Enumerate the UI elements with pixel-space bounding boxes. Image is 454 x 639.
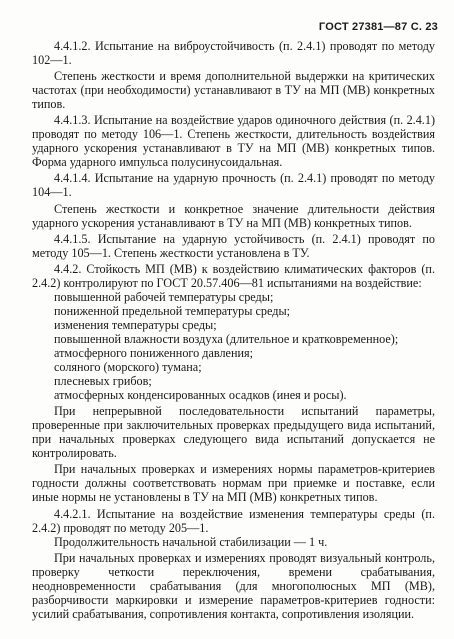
paragraph-initial-measurements: При начальных проверках и измерениях проводят визуальный контроль, проверку четкости переключения, времени срабатывания, неодновременности срабатывания (для многополюсных МП (МВ), разборчивости маркировки и измерение параметров-критериев годности: усилий срабатывания, сопротивления контакта, сопротивления изоляции. (32, 550, 435, 621)
paragraph-stabilization-duration: Продолжительность начальной стабилизации — 1 ч. (54, 534, 328, 549)
paragraph-severity-resonance: Степень жесткости и время дополнительной выдержки на критических частотах (при необходимости) устанавливают в ТУ на МП (МВ) конкретных типов. (32, 69, 435, 112)
paragraph-shock-duration: Степень жесткости и конкретное значение длительности действия ударного ускорения устанавливают в ТУ на МП (МВ) конкретных типов. (32, 201, 435, 230)
list-item: изменения температуры среды; (54, 317, 217, 332)
list-item: повышенной влажности воздуха (длительное и кратковременное); (54, 331, 399, 346)
clause-4-4-1-3: 4.4.1.3. Испытание на воздействие ударов одиночного действия (п. 2.4.1) проводят по методу 106—1. Степень жесткости, длительность воздействия ударного ускорения устанавливают в ТУ на МП (МВ) конкретных типов. Форма ударного импульса полусинусоидальная. (32, 113, 435, 170)
document-body (32, 39, 435, 621)
page-header: ГОСТ 27381—87 С. 23 (318, 21, 438, 33)
paragraph-continuous-testing: При непрерывной последовательности испытаний параметры, проверенные при заключительных проверках предыдущего вида испытаний, при начальных проверках следующего вида испытаний допускается не контролировать. (32, 404, 435, 461)
list-item: пониженной предельной температуры среды; (54, 303, 291, 318)
clause-4-4-1-2: 4.4.1.2. Испытание на виброустойчивость (п. 2.4.1) проводят по методу 102—1. (32, 39, 435, 68)
paragraph-initial-checks-norms: При начальных проверках и измерениях нормы параметров-критериев годности должны соответствовать нормам при приемке и поставке, если иные нормы не установлены в ТУ на МП (МВ) конкретных типов. (32, 462, 435, 505)
clause-4-4-2: 4.4.2. Стойкость МП (МВ) к воздействию климатических факторов (п. 2.4.2) контролируют по ГОСТ 20.57.406—81 испытаниями на воздействие: (32, 261, 435, 290)
clause-4-4-1-4: 4.4.1.4. Испытание на ударную прочность (п. 2.4.1) проводят по методу 104—1. (32, 171, 435, 200)
list-item: атмосферного пониженного давления; (54, 345, 253, 360)
list-item: соляного (морского) тумана; (54, 360, 202, 375)
clause-4-4-1-5: 4.4.1.5. Испытание на ударную устойчивость (п. 2.4.1) проводят по методу 105—1. Степень жесткости установлена в ТУ. (32, 231, 435, 260)
list-item: повышенной рабочей температуры среды; (54, 289, 274, 304)
clause-4-4-2-1: 4.4.2.1. Испытание на воздействие изменения температуры среды (п. 2.4.2) проводят по методу 205—1. (32, 506, 435, 535)
list-item: плесневых грибов; (54, 374, 152, 389)
list-item: атмосферных конденсированных осадков (инея и росы). (54, 388, 347, 403)
